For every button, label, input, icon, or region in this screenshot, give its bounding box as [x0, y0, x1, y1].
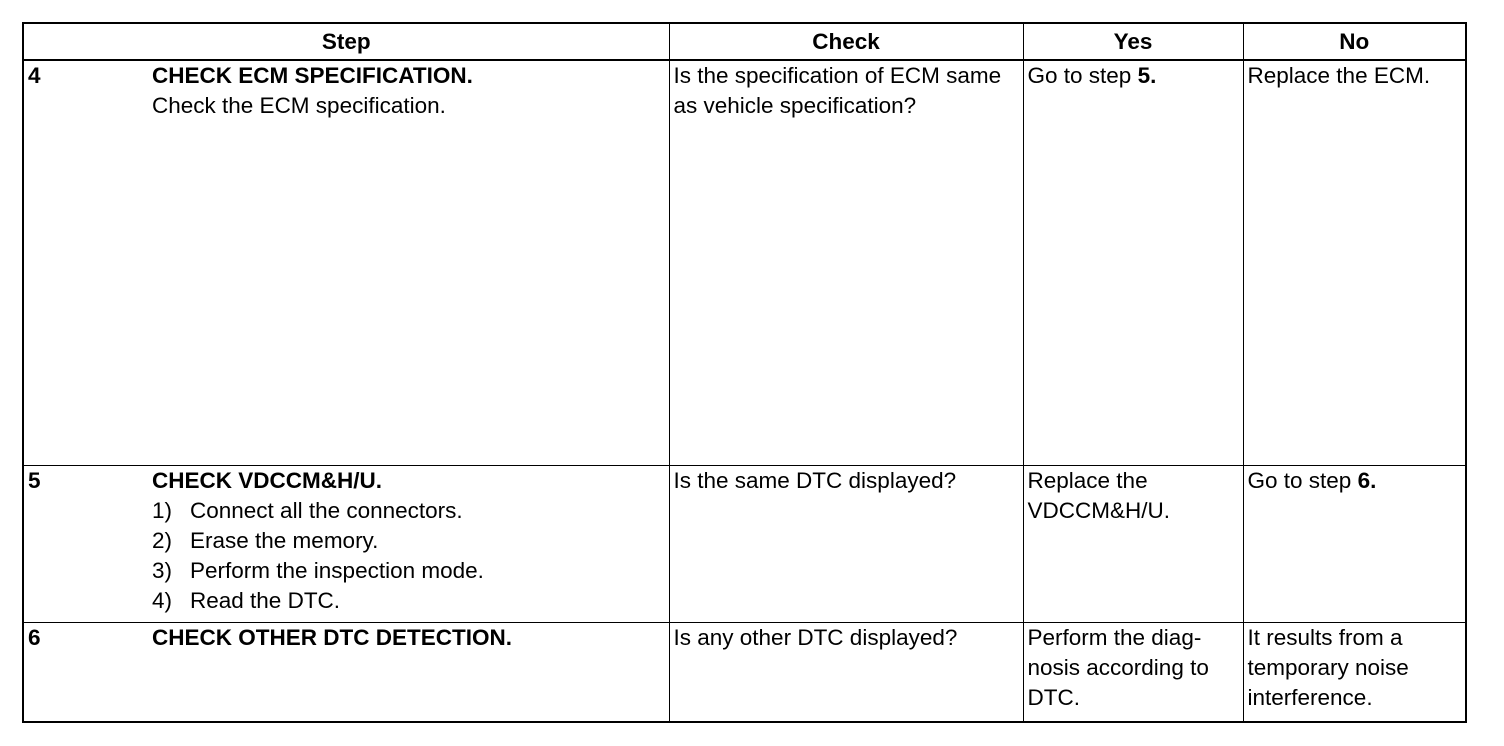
substep: [152, 586, 665, 616]
step-cell: [23, 60, 669, 466]
yes-action: Replace the VDCCM&H/U.: [1027, 468, 1171, 523]
substep-number: 2): [152, 528, 173, 553]
step-description: Check the ECM specification.: [152, 93, 446, 118]
substep-number: 1): [152, 498, 173, 523]
step-number: 5: [28, 468, 41, 493]
no-cell: [1243, 60, 1466, 466]
step-number: 4: [28, 63, 41, 88]
step-cell: [23, 466, 669, 623]
step-cell: [23, 623, 669, 723]
header-row: [23, 23, 1466, 60]
header-check: Check: [669, 23, 1023, 60]
substep-text: Read the DTC.: [190, 588, 341, 613]
table-row: [23, 623, 1466, 723]
check-cell: [669, 60, 1023, 466]
substep-number: 4): [152, 588, 173, 613]
step-title: CHECK OTHER DTC DETECTION.: [152, 625, 512, 650]
check-question: Is the specification of ECM same as vehicle specification?: [673, 63, 1002, 118]
no-prefix: Go to step: [1247, 468, 1358, 493]
header-yes: Yes: [1023, 23, 1243, 60]
check-cell: [669, 623, 1023, 723]
substep-text: Connect all the connectors.: [190, 498, 463, 523]
substep-number: 3): [152, 558, 173, 583]
yes-step-link: 5.: [1137, 63, 1157, 88]
substep: [152, 526, 665, 556]
no-cell: [1243, 623, 1466, 723]
diagnosis-table: [22, 22, 1467, 723]
header-step: Step: [23, 23, 669, 60]
yes-cell: [1023, 623, 1243, 723]
yes-cell: [1023, 466, 1243, 623]
table-row: [23, 466, 1466, 623]
no-action: It results from a temporary noise interference.: [1247, 625, 1409, 710]
step-number: 6: [28, 625, 41, 650]
check-cell: [669, 466, 1023, 623]
table-row: [23, 60, 1466, 466]
substep-text: Erase the memory.: [190, 528, 379, 553]
substep-text: Perform the inspection mode.: [190, 558, 484, 583]
no-action: Replace the ECM.: [1247, 63, 1431, 88]
step-title: CHECK VDCCM&H/U.: [152, 468, 382, 493]
no-step-link: 6.: [1357, 468, 1377, 493]
no-cell: [1243, 466, 1466, 623]
header-no: No: [1243, 23, 1466, 60]
yes-prefix: Go to step: [1027, 63, 1138, 88]
substep: [152, 556, 665, 586]
substep: [152, 496, 665, 526]
check-question: Is the same DTC displayed?: [673, 468, 957, 493]
check-question: Is any other DTC displayed?: [673, 625, 958, 650]
yes-action: Perform the diag-nosis according to DTC.: [1027, 625, 1209, 710]
step-title: CHECK ECM SPECIFICATION.: [152, 63, 473, 88]
yes-cell: [1023, 60, 1243, 466]
